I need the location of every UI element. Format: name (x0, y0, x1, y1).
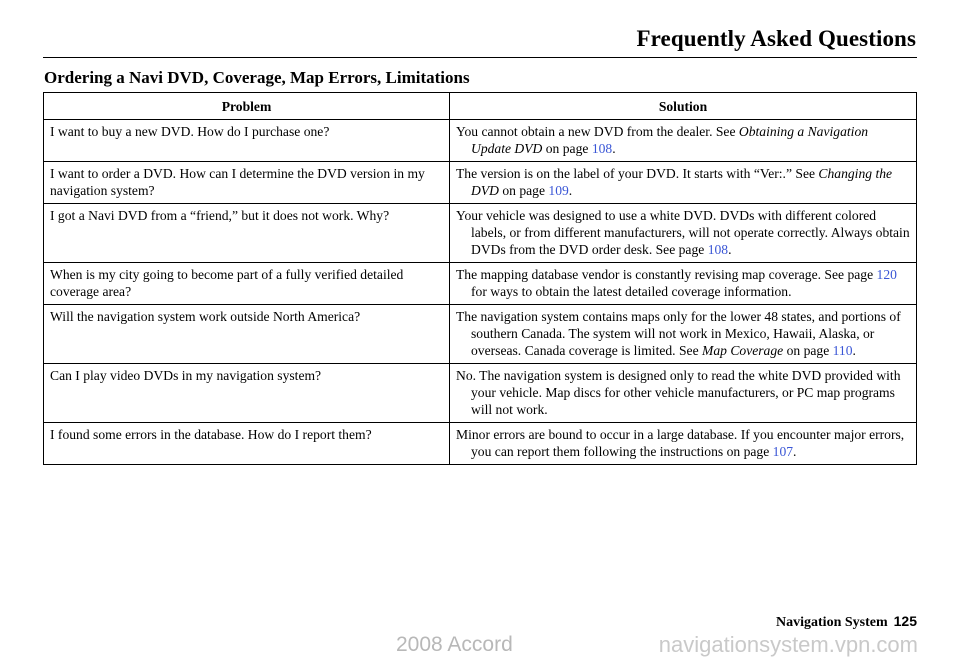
solution-text-segment: for ways to obtain the latest detailed coverage information. (471, 284, 792, 299)
solution-text-segment: on page (498, 183, 549, 198)
page-link[interactable]: 110 (832, 343, 853, 358)
page-link[interactable]: 109 (548, 183, 569, 198)
solution-text-segment: Your vehicle was designed to use a white DVD. DVDs with different colored labels, or from different manufacturers, will not operate correctly. Always obtain DVDs from the DVD order desk. See page (456, 208, 910, 257)
problem-cell: Can I play video DVDs in my navigation system? (44, 364, 450, 423)
problem-cell: I want to buy a new DVD. How do I purchase one? (44, 120, 450, 162)
solution-text (456, 367, 910, 418)
solution-text (456, 426, 910, 460)
solution-text-segment: . (852, 343, 856, 358)
solution-text-segment: on page (783, 343, 833, 358)
title-rule (43, 57, 917, 58)
problem-cell: I want to order a DVD. How can I determine the DVD version in my navigation system? (44, 162, 450, 204)
solution-cell (450, 305, 917, 364)
watermark-site: navigationsystem.vpn.com (658, 631, 918, 657)
page-link[interactable]: 108 (707, 242, 729, 257)
solution-text-segment: . (793, 444, 797, 459)
solution-text (456, 308, 910, 359)
page-link[interactable]: 108 (591, 141, 613, 156)
solution-cell (450, 263, 917, 305)
solution-cell (450, 120, 917, 162)
cross-reference-title: Obtaining a Navigation Update DVD (471, 124, 869, 156)
page-link[interactable]: 107 (772, 444, 794, 459)
table-row (44, 162, 917, 204)
page-title: Frequently Asked Questions (636, 26, 916, 51)
solution-cell (450, 204, 917, 263)
solution-cell (450, 162, 917, 204)
cross-reference-title: Map Coverage (702, 343, 784, 358)
watermark-model: 2008 Accord (396, 632, 513, 656)
solution-text-segment: on page (542, 141, 592, 156)
problem-cell: Will the navigation system work outside North America? (44, 305, 450, 364)
solution-text-segment: . (728, 242, 732, 257)
solution-text-segment: Minor errors are bound to occur in a large database. If you encounter major errors, you can report them following the instructions on page (456, 427, 905, 459)
solution-text-segment: . (568, 183, 573, 198)
solution-text-segment: . (612, 141, 616, 156)
cross-reference-title: Changing the DVD (471, 166, 893, 198)
table-header-row (44, 93, 917, 120)
problem-cell: When is my city going to become part of a fully verified detailed coverage area? (44, 263, 450, 305)
table-row (44, 204, 917, 263)
problem-cell: I found some errors in the database. How do I report them? (44, 423, 450, 465)
solution-text-segment: The version is on the label of your DVD. It starts with “Ver:.” See (456, 166, 819, 181)
watermark (0, 631, 960, 657)
page-number: 125 (893, 613, 917, 629)
solution-text-segment: The mapping database vendor is constantly revising map coverage. See page (456, 267, 877, 282)
table-row (44, 120, 917, 162)
page-link[interactable]: 120 (876, 267, 897, 282)
table-row (44, 364, 917, 423)
table-row (44, 263, 917, 305)
column-header-solution: Solution (450, 93, 917, 120)
solution-text (456, 266, 910, 300)
problem-cell: I got a Navi DVD from a “friend,” but it does not work. Why? (44, 204, 450, 263)
solution-text-segment: No. The navigation system is designed only to read the white DVD provided with your vehicle. Map discs for other vehicle manufacturers, or PC map programs will not work. (456, 368, 901, 417)
faq-table-body (44, 120, 917, 465)
table-row (44, 423, 917, 465)
column-header-problem: Problem (44, 93, 450, 120)
solution-text-segment: You cannot obtain a new DVD from the dealer. See (456, 124, 739, 139)
section-title: Ordering a Navi DVD, Coverage, Map Errors, Limitations (44, 68, 470, 87)
solution-text (456, 123, 910, 157)
footer-section-label: Navigation System (776, 615, 888, 630)
solution-cell (450, 364, 917, 423)
footer (776, 613, 917, 631)
solution-text (456, 165, 910, 199)
table-row (44, 305, 917, 364)
solution-cell (450, 423, 917, 465)
solution-text (456, 207, 910, 258)
solution-text-segment: The navigation system contains maps only for the lower 48 states, and portions of southern Canada. The system will not work in Mexico, Hawaii, Alaska, or overseas. Canada coverage is limited. See (456, 309, 901, 358)
faq-table (43, 92, 917, 465)
